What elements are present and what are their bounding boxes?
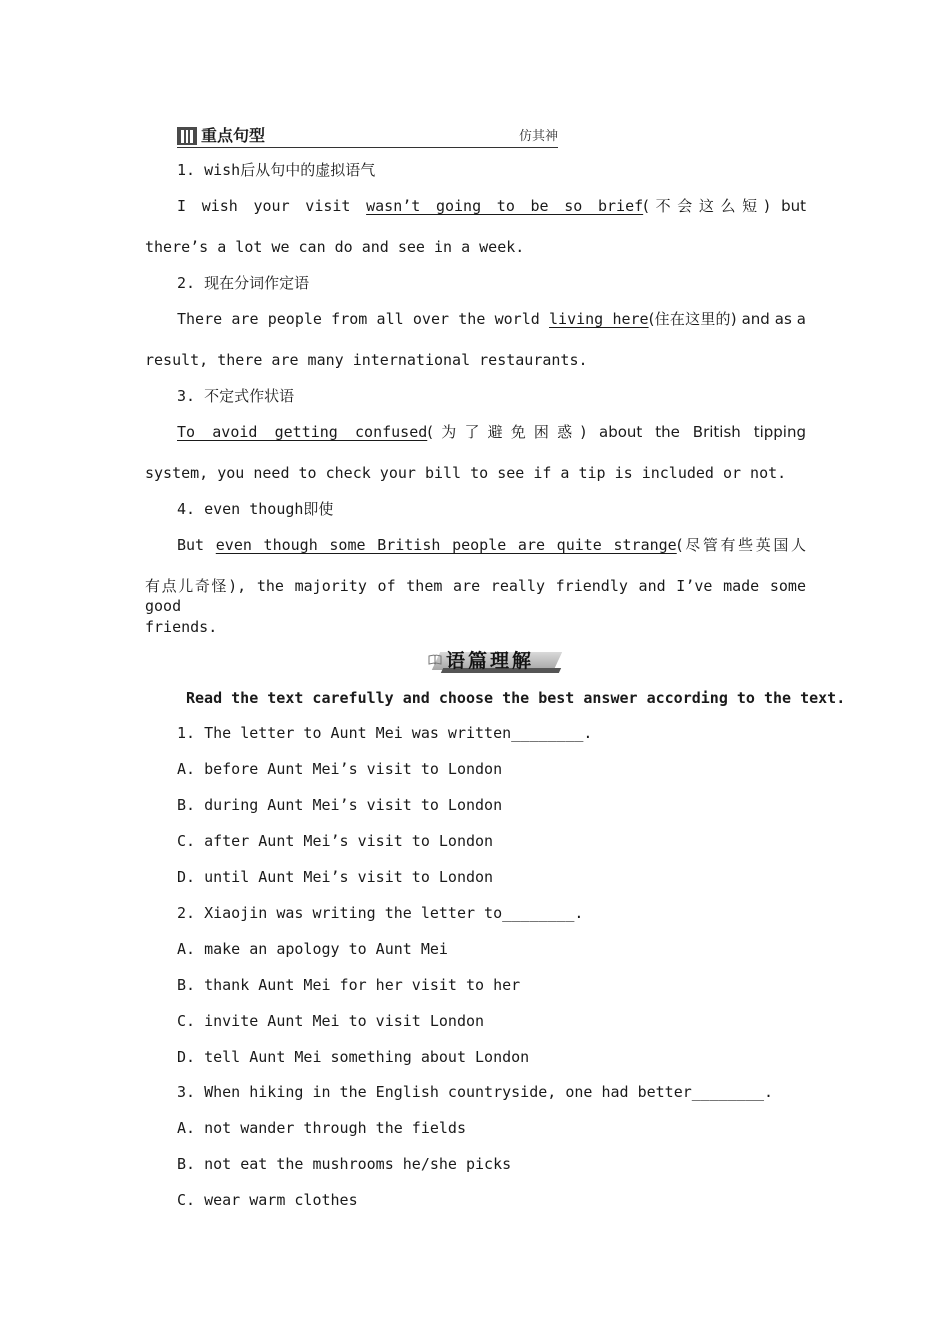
pattern-example-3-line-1: To avoid getting confused(为了避免困惑) about the British tipping [177,423,806,441]
question-3-option-c: C. wear warm clothes [177,1191,358,1209]
section-title: 重点句型 [201,126,266,145]
key-phrase-underlined: wasn’t going to be so brief [366,197,644,215]
question-1-option-d: D. until Aunt Mei’s visit to London [177,868,494,886]
pattern-example-3-line-2: system, you need to check your bill to see if a tip is included or not. [145,464,787,482]
question-2-option-a: A. make an apology to Aunt Mei [177,940,448,958]
question-3-stem: 3. When hiking in the English countryside, one had better________. [177,1083,774,1101]
section-subtitle: 仿其神 [518,129,558,144]
pattern-example-4-line-1: But even though some British people are quite strange(尽管有些英国人 [177,536,807,554]
question-2-option-d: D. tell Aunt Mei something about London [177,1048,530,1066]
question-2-option-b: B. thank Aunt Mei for her visit to her [177,976,521,994]
pattern-example-2-line-2: result, there are many international restaurants. [145,351,588,369]
reading-section-banner [428,648,560,676]
question-3-option-b: B. not eat the mushrooms he/she picks [177,1155,512,1173]
book-icon [428,654,442,666]
question-1-stem: 1. The letter to Aunt Mei was written________. [177,724,593,742]
key-phrase-underlined: To avoid getting confused [177,423,428,441]
key-phrase-underlined: living here [549,310,649,328]
pattern-heading-3: 3. 不定式作状语 [177,387,295,405]
reading-instruction: Read the text carefully and choose the best answer according to the text. [186,689,846,707]
pattern-example-4-line-3: friends. [145,618,218,636]
pattern-example-2-line-1: There are people from all over the world living here(住在这里的) and as a [177,310,806,328]
question-2-option-c: C. invite Aunt Mei to visit London [177,1012,485,1030]
pattern-heading-1: 1. wish后从句中的虚拟语气 [177,161,376,179]
section-header [177,125,558,148]
question-1-option-c: C. after Aunt Mei’s visit to London [177,832,494,850]
banner-title: 语篇理解 [446,650,535,672]
roman-numeral-three-icon [177,127,197,145]
pattern-example-4-line-2: 有点儿奇怪), the majority of them are really friendly and I’ve made some good [145,577,806,615]
question-1-option-a: A. before Aunt Mei’s visit to London [177,760,503,778]
question-1-option-b: B. during Aunt Mei’s visit to London [177,796,503,814]
pattern-example-1-line-2: there’s a lot we can do and see in a week. [145,238,525,256]
pattern-heading-4: 4. even though即使 [177,500,334,518]
pattern-heading-2: 2. 现在分词作定语 [177,274,310,292]
question-2-stem: 2. Xiaojin was writing the letter to________. [177,904,584,922]
pattern-example-1-line-1: I wish your visit wasn’t going to be so brief(不会这么短) but [177,197,806,215]
question-3-option-a: A. not wander through the fields [177,1119,466,1137]
key-phrase-underlined: even though some British people are quite strange [215,536,677,554]
